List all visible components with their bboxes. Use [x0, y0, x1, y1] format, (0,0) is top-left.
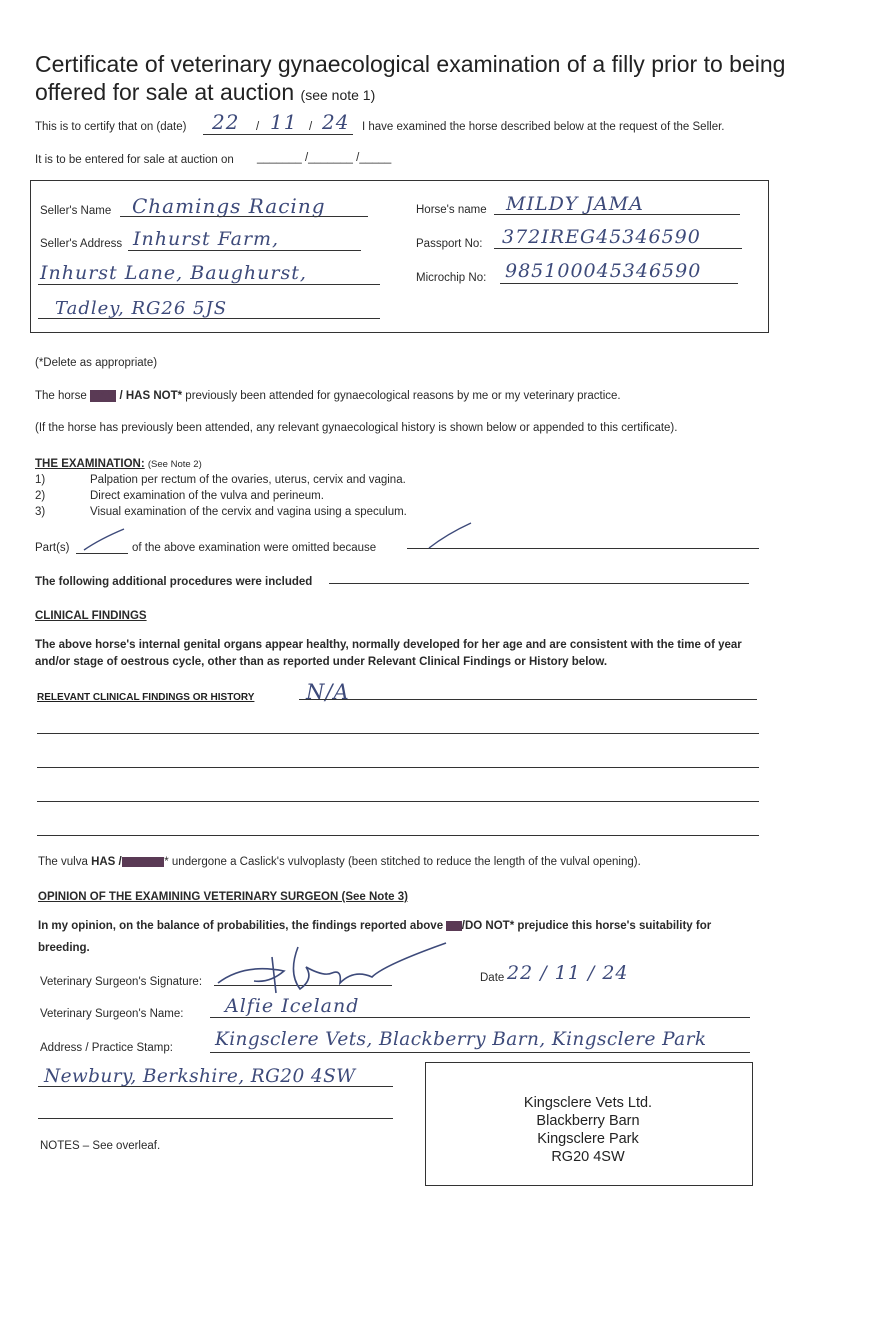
horse-name-value: MILDY JAMA [506, 193, 644, 215]
opinion-heading: OPINION OF THE EXAMINING VETERINARY SURGEON (See Note 3) [38, 891, 408, 903]
seller-address-line [38, 284, 380, 285]
relevant-label: RELEVANT CLINICAL FINDINGS OR HISTORY [37, 692, 255, 703]
date-label: Date [480, 972, 505, 984]
seller-address-label: Seller's Address [40, 238, 123, 250]
stamp-line2: Blackberry Barn [536, 1113, 640, 1129]
opinion-statement: In my opinion, on the balance of probabilities, the findings reported above DO/DO NOT* prejudice this horse's suitability for [38, 920, 712, 932]
passport-line [494, 248, 742, 249]
examination-heading: THE EXAMINATION: (See Note 2) [35, 458, 202, 470]
omitted-slash-mark [425, 520, 475, 552]
attended-statement: The horse HAS / HAS NOT* previously been attended for gynaecological reasons by me or my veterinary practice. [35, 390, 621, 402]
certify-suffix: I have examined the horse described below at the request of the Seller. [362, 121, 725, 133]
date-separator: / [309, 121, 313, 133]
exam-item-num: 1) [35, 474, 46, 486]
signature-scribble [214, 935, 454, 997]
exam-item-text: Visual examination of the cervix and vagina using a speculum. [90, 506, 407, 518]
vulva-statement: The vulva HAS /HAS NOT* undergone a Caslick's vulvoplasty (been stitched to reduce the length of the vulval opening). [38, 856, 641, 868]
passport-value: 372IREG45346590 [502, 226, 701, 248]
practice-line [38, 1118, 393, 1119]
vet-name-label: Veterinary Surgeon's Name: [40, 1008, 184, 1020]
auction-label: It is to be entered for sale at auction on [35, 154, 234, 166]
seller-address-line [128, 250, 361, 251]
exam-item-text: Direct examination of the vulva and perineum. [90, 490, 324, 502]
findings-line [37, 801, 759, 802]
title-note: (see note 1) [300, 87, 376, 103]
exam-item-num: 3) [35, 506, 46, 518]
additional-label: The following additional procedures were included [35, 576, 313, 588]
horse-name-label: Horse's name [416, 204, 487, 216]
seller-name-value: Chamings Racing [132, 194, 326, 218]
struck-do: DO [447, 921, 461, 931]
parts-line [76, 553, 128, 554]
findings-line [37, 835, 759, 836]
practice-address-line2: Newbury, Berkshire, RG20 4SW [44, 1066, 356, 1087]
vet-name-value: Alfie Iceland [225, 995, 360, 1017]
date-separator: / [256, 121, 260, 133]
parts-label: Part(s) [35, 542, 70, 554]
certify-prefix: This is to certify that on (date) [35, 121, 187, 133]
exam-item-num: 2) [35, 490, 46, 502]
auction-date-blank: _______ /_______ /_____ [257, 152, 392, 164]
exam-item-text: Palpation per rectum of the ovaries, uterus, cervix and vagina. [90, 474, 406, 486]
struck-has-not: HAS NOT [122, 857, 164, 867]
delete-note: (*Delete as appropriate) [35, 357, 158, 369]
struck-has: HAS [90, 390, 116, 402]
title-text: Certificate of veterinary gynaecological examination of a filly prior to being offered for sale at auction [35, 51, 786, 105]
seller-address-line3: Tadley, RG26 5JS [55, 298, 228, 319]
practice-line [38, 1086, 393, 1087]
horse-name-line [494, 214, 740, 215]
stamp-line3: Kingsclere Park [537, 1131, 639, 1147]
microchip-value: 985100045346590 [505, 260, 702, 282]
passport-label: Passport No: [416, 238, 483, 250]
signature-date: 22 / 11 / 24 [507, 962, 629, 984]
parts-slash-mark [80, 525, 130, 553]
certificate-title [35, 50, 795, 109]
seller-name-line [120, 216, 368, 217]
relevant-line [299, 699, 757, 700]
microchip-line [500, 283, 738, 284]
parts-middle: of the above examination were omitted because [132, 542, 377, 554]
microchip-label: Microchip No: [416, 272, 487, 284]
practice-line [210, 1052, 750, 1053]
date-underline [203, 134, 353, 135]
seller-address-line [38, 318, 380, 319]
vet-name-line [210, 1017, 750, 1018]
exam-month: 11 [270, 110, 298, 134]
relevant-value: N/A [306, 680, 350, 704]
stamp-line4: RG20 4SW [551, 1149, 625, 1165]
stamp-line1: Kingsclere Vets Ltd. [523, 1095, 653, 1111]
additional-line [329, 583, 749, 584]
findings-line [37, 767, 759, 768]
opinion-line2: breeding. [38, 942, 90, 954]
seller-address-line2: Inhurst Lane, Baughurst, [40, 262, 307, 284]
exam-day: 22 [212, 110, 240, 134]
clinical-statement: The above horse's internal genital organs appear healthy, normally developed for her age and are consistent with the time of year and/or stage of oestrous cycle, other than as reported under Relevant Clinical Findings or History below. [35, 639, 742, 668]
practice-label: Address / Practice Stamp: [40, 1042, 173, 1054]
practice-address-line1: Kingsclere Vets, Blackberry Barn, Kingsclere Park [215, 1029, 707, 1050]
signature-label: Veterinary Surgeon's Signature: [40, 976, 203, 988]
notes-label: NOTES – See overleaf. [40, 1140, 161, 1152]
seller-address-line1: Inhurst Farm, [133, 228, 280, 250]
findings-line [37, 733, 759, 734]
seller-name-label: Seller's Name [40, 205, 112, 217]
history-note: (If the horse has previously been attended, any relevant gynaecological history is shown below or appended to this certificate). [35, 422, 678, 434]
clinical-heading: CLINICAL FINDINGS [35, 610, 147, 622]
exam-year: 24 [322, 110, 350, 134]
